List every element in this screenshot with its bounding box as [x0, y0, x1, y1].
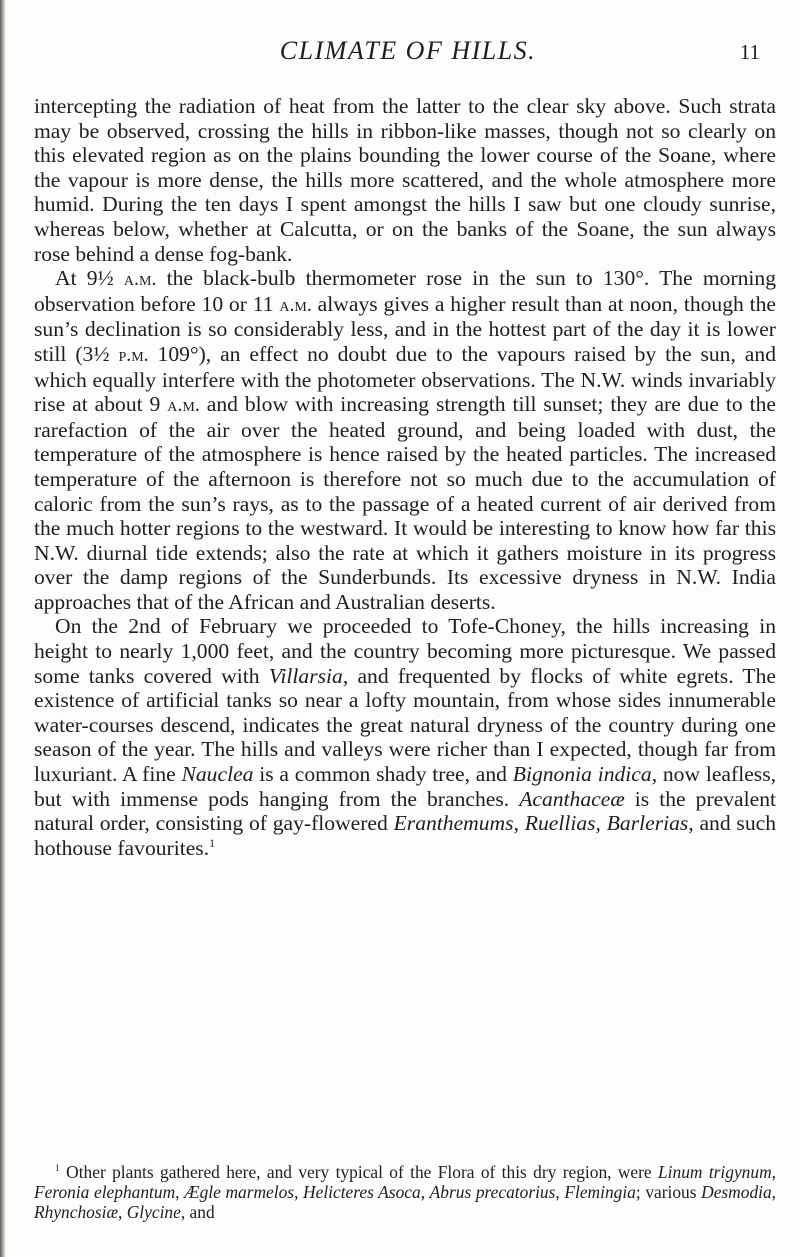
italic-term: Bignonia indica: [512, 762, 652, 787]
text-run: , now leafless, but with immense pods hanging from the branches.: [34, 762, 776, 811]
paragraph: [34, 266, 776, 614]
text-run: Other plants gathered here, and very typical of the Flora of this dry region, were: [59, 1162, 659, 1182]
body-text: [34, 94, 776, 860]
running-head: [0, 36, 800, 70]
italic-term: Barlerias: [606, 811, 689, 836]
page-number: 11: [739, 40, 760, 64]
time-abbreviation: a.m.: [279, 293, 312, 316]
footnote: [34, 1163, 776, 1222]
text-run: intercepting the radiation of heat from the latter to the clear sky above. Such strata may be observed, crossing the hills in ribbon-like masses, though not so clearly on this elevated region as on the plains bounding the lower course of the Soane, where the vapour is more dense, the hills more scattered, and the whole atmosphere more humid. During the ten days I spent amongst the hills I saw but one cloudy sunrise, whereas below, whether at Calcutta, or on the banks of the Soane, the sun always rose behind a dense fog-bank.: [34, 94, 776, 266]
italic-term: Ægle marmelos: [184, 1181, 295, 1202]
text-run: 109°), an effect no doubt due to the vapours raised by the sun, and which equally interfere with the photometer observations. The N.W. winds invariably rise at about 9: [34, 341, 776, 417]
text-run: ,: [771, 1162, 776, 1182]
text-run: ,: [595, 811, 607, 836]
italic-term: Nauclea: [181, 762, 254, 787]
text-run: , and such hothouse favourites.: [34, 811, 777, 860]
italic-term: Flemingia: [564, 1181, 636, 1202]
italic-term: Eranthemums: [393, 811, 514, 836]
footnote-marker: 1: [209, 835, 216, 850]
italic-term: Acanthaceæ: [519, 786, 625, 811]
italic-term: Glycine: [126, 1201, 181, 1222]
paragraph: [34, 614, 776, 860]
time-abbreviation: a.m.: [167, 394, 200, 417]
italic-term: Rhynchosiæ: [34, 1201, 119, 1222]
text-run: , and: [180, 1201, 215, 1222]
time-abbreviation: p.m.: [118, 343, 149, 366]
footnote-marker: 1: [55, 1163, 60, 1175]
text-run: ,: [175, 1181, 185, 1202]
text-run: ; various: [635, 1181, 702, 1202]
text-run: is the prevalent natural order, consisting of gay-flowered: [34, 786, 776, 836]
text-run: and blow with increasing strength till sunset; they are due to the rarefaction of the air over the heated ground, and being loaded with dust, the temperature of the atmosphere is hence raised by the heated particles. The increased temperature of the afternoon is therefore not so much due to the accumulation of caloric from the sun’s rays, as to the passage of a heated current of air derived from the much hotter regions to the westward. It would be interesting to know how far this N.W. diurnal tide extends; also the rate at which it gathers moisture in its progress over the damp regions of the Sunderbunds. Its excessive dryness in N.W. India approaches that of the African and Australian deserts.: [34, 392, 776, 614]
italic-term: Desmodia: [701, 1181, 772, 1202]
text-run: ,: [513, 811, 525, 836]
text-run: always gives a higher result than at noon, though the sun’s declination is so considerably less, and in the hottest part of the day it is lower still (3½: [34, 291, 777, 366]
paragraph: [34, 94, 776, 266]
time-abbreviation: a.m.: [123, 268, 157, 291]
text-run: ,: [555, 1181, 565, 1202]
text-run: ,: [118, 1201, 127, 1222]
text-run: At 9½: [55, 266, 124, 291]
italic-term: Villarsia: [268, 663, 343, 688]
italic-term: Ruellias: [524, 811, 596, 836]
running-title: CLIMATE OF HILLS.: [279, 36, 537, 65]
text-run: is a common shady tree, and: [253, 762, 513, 787]
text-run: , and frequented by flocks of white egrets. The existence of artificial tanks so near a lofty mountain, from whose sides innumerable water-courses descend, indicates the great natural dryness of the country during one season of the year. The hills and valleys were richer than I expected, though far from luxuriant. A fine: [34, 663, 777, 787]
italic-term: Helicteres Asoca: [303, 1181, 421, 1202]
footnote-text: [34, 1163, 776, 1222]
page-binding-shadow: [0, 0, 6, 1257]
text-run: ,: [294, 1181, 304, 1202]
italic-term: Linum trigynum: [658, 1162, 772, 1182]
italic-term: Abrus precatorius: [429, 1181, 556, 1202]
text-run: On the 2nd of February we proceeded to Tofe-Choney, the hills increasing in height to nearly 1,000 feet, and the country becoming more picturesque. We passed some tanks covered with: [34, 614, 776, 688]
italic-term: Feronia elephantum: [34, 1181, 176, 1202]
text-run: ,: [771, 1181, 777, 1202]
text-run: ,: [420, 1181, 430, 1202]
text-run: the black-bulb thermometer rose in the sun to 130°. The morning observation before 10 or 11: [34, 266, 776, 316]
